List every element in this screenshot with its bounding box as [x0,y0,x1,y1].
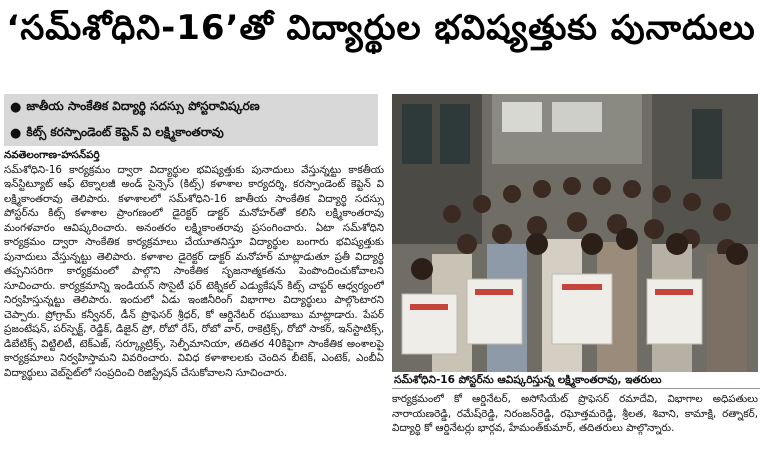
article-paragraph: సమ్‌శోధిని-16 కార్యక్రమం ద్వారా విద్యార్థుల భవిష్యత్తుకు పునాదులు వేస్తున్నట్టు కాకతీయ ఇన్‌స్టిట్యూట్ ఆఫ్ టెక్నాలజీ అండ్ సైన్సెస్ (కిట్స్) కళాశాల కార్యదర్శి, కరస్పాండెంట్ కెప్టెన్ వి లక్ష్మికాంతరావు తెలిపారు. కళాశాలలో సమ్‌శోధిని-16 జాతీయ సాంకేతిక విద్యార్థి సదస్సు పోస్టర్‌ను కిట్స్ కళాశాల ప్రాంగణంలో డైరెక్టర్ డాక్టర్ మనోహర్‌తో కలిసి లక్ష్మికాంతరావు మంగళవారం ఆవిష్కరించారు. అనంతరం లక్ష్మికాంతరావు ప్రసంగించారు. ఏటా సమ్‌శోధిని కార్యక్రమం ద్వారా సాంకేతిక కార్యక్రమాలు చేయూతనిస్తూ విద్యార్థుల బంగారు భవిష్యత్తుకు పునాదులు వేస్తున్నట్టు తెలిపారు. కళాశాల డైరెక్టర్ డాక్టర్ మనోహర్ మాట్లాడుతూ ప్రతీ విద్యార్థి తప్పనిసరిగా కార్యక్రమంలో పాల్గొని సాంకేతిక సృజనాత్మకతను పెంపొందించుకోవాలని సూచించారు. కార్యక్రమాన్ని ఇండియన్ సొసైటీ ఫర్ టెక్నికల్ ఎడ్యుకేషన్ కిట్స్ చాప్టర్ ఆధ్వర్యంలో నిర్వహిస్తున్నట్టు తెలిపారు. ఇందులో ఏడు ఇంజినీరింగ్ విభాగాల విద్యార్థులు పాల్గొంటారని చెప్పారు. ప్రోగ్రామ్ కన్వీనర్, డీన్ ప్రొఫెసర్ శ్రీధర్, కో ఆర్డినేటర్ రఘుబాబు మాట్లాడారు. పేపర్ ప్రజంటేషన్, పర్‌స్పెక్ట్, రెడ్డిక్, డిజైన్ ప్రో, రోబో రేస్, రోబో వార్, రాకెట్రిక్స్, రోబో సాకర్, ఇన్‌స్టాటిక్స్, డిబేటిక్స్ విట్టిలిటీ, టెక్‌ఎజ్, సర్క్యూట్రిక్స్, సెల్ఫీమానియా, తదితర 40కిపైగా సాంకేతిక అంశాలపై కార్యక్రమాలు నిర్వహిస్తామని వివరించారు. వివిధ కళాశాలలకు చెందిన బీటెక్, ఎంటెక్, ఎంబీఏ విద్యార్థులు వెబ్‌సైట్‌లో సంప్రదించి రిజిస్ట్రేషన్ చేసుకోవాలని సూచించారు. [4,163,384,379]
highlight-text: కిట్స్ కరస్పాండెంట్ కెప్టెన్ వి లక్ష్మికాంతరావు [26,124,224,139]
highlights-box [4,94,378,146]
highlight-item [4,120,378,146]
highlight-item [4,94,378,120]
photo-caption-text [392,392,758,454]
bullet-icon: ● [10,99,22,115]
photo-caption-title: సమ్‌శోధిని-16 పోస్టర్‌ను ఆవిష్కరిస్తున్న లక్ష్మికాంతరావు, ఇతరులు [392,372,760,389]
caption-paragraph: కార్యక్రమంలో కో ఆర్డినేటర్, అసోసియేట్ ప్రొఫెసర్ రమాదేవి, విభాగాల అధిపతులు నారాయణరెడ్డి, రమేష్‌రెడ్డి, నిరంజన్‌రెడ్డి, రఘోత్తమరెడ్డి, శ్రీలత, శివాని, కామాక్షి, రత్నాకర్, విద్యార్థి కో ఆర్డినేటర్లు భార్గవ, హేమంత్‌కుమార్, తదితరులు పాల్గొన్నారు. [392,393,758,434]
highlight-text: జాతీయ సాంకేతిక విద్యార్థి సదస్సు పోస్టరావిష్కరణ [26,98,260,113]
article-body [4,148,384,453]
headline: ‘సమ్‌శోధిని-16’తో విద్యార్థుల భవిష్యత్తుకు పునాదులు [6,8,756,48]
group-photo-illustration [392,94,758,372]
dateline: నవతెలంగాణ-హసన్‌పర్తి [4,149,100,161]
bullet-icon: ● [10,125,22,141]
news-photo [392,94,758,372]
